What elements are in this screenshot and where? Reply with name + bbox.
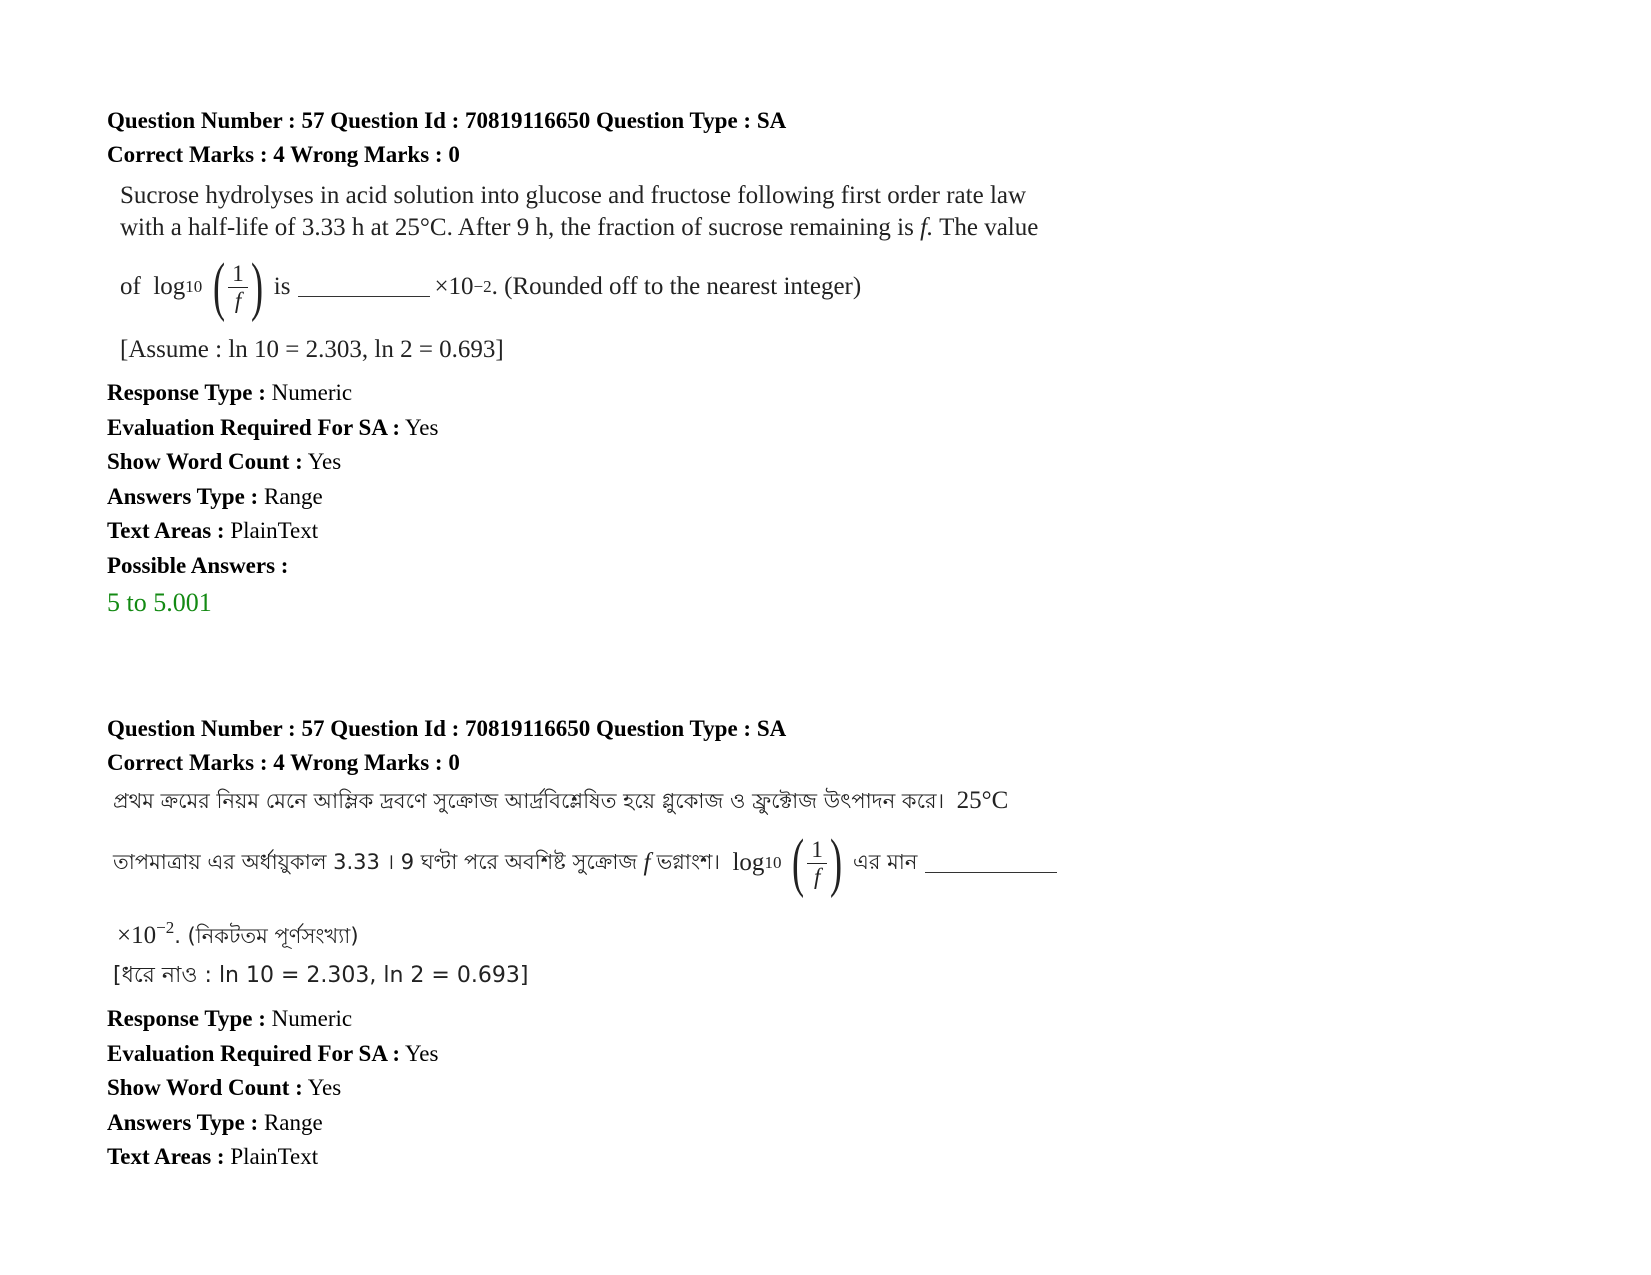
- log-label: log: [153, 273, 186, 300]
- variable-f: f.: [920, 214, 934, 241]
- meta-label: Answers Type :: [107, 483, 259, 509]
- meta-label: Answers Type :: [107, 1109, 259, 1135]
- math-expression: [113, 818, 1287, 908]
- meta-value: PlainText: [230, 1144, 319, 1169]
- meta-label: Text Areas :: [107, 518, 225, 543]
- meta-value: Numeric: [271, 380, 353, 405]
- meta-value: PlainText: [230, 518, 319, 543]
- meta-value: Range: [263, 1109, 323, 1135]
- answer-blank: [925, 854, 1057, 873]
- meta-value: Yes: [307, 449, 342, 474]
- fraction-denominator: f: [234, 287, 242, 313]
- marks-header: Correct Marks : 4 Wrong Marks : 0: [107, 750, 460, 775]
- fraction-body: [228, 261, 248, 314]
- question-text: [120, 180, 1287, 370]
- question-line: Sucrose hydrolyses in acid solution into glucose and fructose following first order rate law: [120, 182, 1027, 209]
- fraction: [787, 826, 846, 899]
- assumption: [ধরে নাও : ln 10 = 2.303, ln 2 = 0.693]: [113, 963, 529, 988]
- times-ten: ×10: [434, 273, 474, 300]
- meta-response-type: [107, 1002, 1287, 1037]
- exponent: −2: [156, 918, 175, 937]
- answer-blank: [298, 278, 430, 297]
- meta-evaluation-required: [107, 411, 1287, 446]
- meta-label: Evaluation Required For SA :: [107, 1040, 401, 1066]
- left-paren-icon: (: [792, 826, 805, 899]
- question-line-part: প্রথম ক্রমের নিয়ম মেনে আম্লিক দ্রবণে সুক্রোজ আর্দ্রবিশ্লেষিত হয়ে গ্লুকোজ ও ফ্রুক্টোজ উৎপাদন করে।: [113, 789, 945, 813]
- meta-show-word-count: [107, 1071, 1287, 1106]
- question-line: [113, 784, 1287, 818]
- meta-value: Yes: [307, 1075, 342, 1100]
- log-base: 10: [764, 853, 782, 872]
- marks-header: Correct Marks : 4 Wrong Marks : 0: [107, 142, 460, 167]
- possible-answers-label: [107, 549, 1287, 584]
- right-paren-icon: ): [250, 250, 263, 323]
- log-base: 10: [185, 277, 203, 296]
- of-word: of: [120, 273, 141, 300]
- rounding-note: . (Rounded off to the nearest integer): [491, 273, 862, 300]
- exponent: −2: [473, 277, 492, 296]
- variable-f: f: [643, 849, 651, 876]
- meta-text-areas: [107, 1140, 1287, 1175]
- math-expression: [120, 244, 1287, 330]
- meta-show-word-count: [107, 445, 1287, 480]
- fraction-numerator: 1: [228, 261, 248, 288]
- question-line-part: তাপমাত্রায় এর অর্ধায়ুকাল 3.33 । 9 ঘণ্টা পরে অবশিষ্ট সুক্রোজ: [113, 849, 638, 874]
- meta-label: Response Type :: [107, 1006, 266, 1031]
- times-ten: ×10: [117, 922, 157, 949]
- assumption: [Assume : ln 10 = 2.303, ln 2 = 0.693]: [120, 336, 504, 363]
- question-text: [113, 784, 1287, 996]
- question-block-english: [107, 104, 1287, 621]
- left-paren-icon: (: [213, 250, 226, 323]
- question-block-bengali: [107, 712, 1287, 1175]
- meta-label: Possible Answers :: [107, 552, 289, 578]
- fraction: [208, 250, 267, 323]
- meta-label: Show Word Count :: [107, 1075, 303, 1100]
- meta-label: Show Word Count :: [107, 449, 303, 474]
- meta-evaluation-required: [107, 1037, 1287, 1072]
- meta-label: Text Areas :: [107, 1144, 225, 1169]
- meta-value: Numeric: [271, 1006, 353, 1031]
- question-line-part: The value: [939, 214, 1039, 241]
- question-header: Question Number : 57 Question Id : 70819116650 Question Type : SA: [107, 108, 787, 133]
- meta-value: Yes: [405, 1040, 439, 1066]
- rounding-note: . (নিকটতম পূর্ণসংখ্যা): [174, 924, 359, 948]
- meta-response-type: [107, 376, 1287, 411]
- meta-answers-type: [107, 480, 1287, 515]
- question-line-part: ভগ্নাংশ।: [656, 849, 720, 874]
- is-word: is: [273, 273, 291, 300]
- er-man-text: এর মান: [852, 849, 918, 874]
- meta-label: Evaluation Required For SA :: [107, 414, 401, 440]
- fraction-denominator: f: [813, 863, 821, 889]
- question-header: Question Number : 57 Question Id : 70819116650 Question Type : SA: [107, 716, 787, 741]
- meta-answers-type: [107, 1106, 1287, 1141]
- possible-answer: 5 to 5.001: [107, 588, 212, 617]
- fraction-numerator: 1: [807, 837, 827, 864]
- meta-value: Range: [263, 483, 323, 509]
- meta-value: Yes: [405, 414, 439, 440]
- meta-label: Response Type :: [107, 380, 266, 405]
- question-line: [117, 908, 1287, 956]
- meta-text-areas: [107, 514, 1287, 549]
- log-label: log: [732, 849, 765, 876]
- question-line: [120, 212, 1287, 244]
- right-paren-icon: ): [829, 826, 842, 899]
- temperature: 25°C: [956, 787, 1009, 814]
- question-line-part: with a half-life of 3.33 h at 25°C. After 9 h, the fraction of sucrose remaining is: [120, 214, 914, 241]
- fraction-body: [807, 837, 827, 890]
